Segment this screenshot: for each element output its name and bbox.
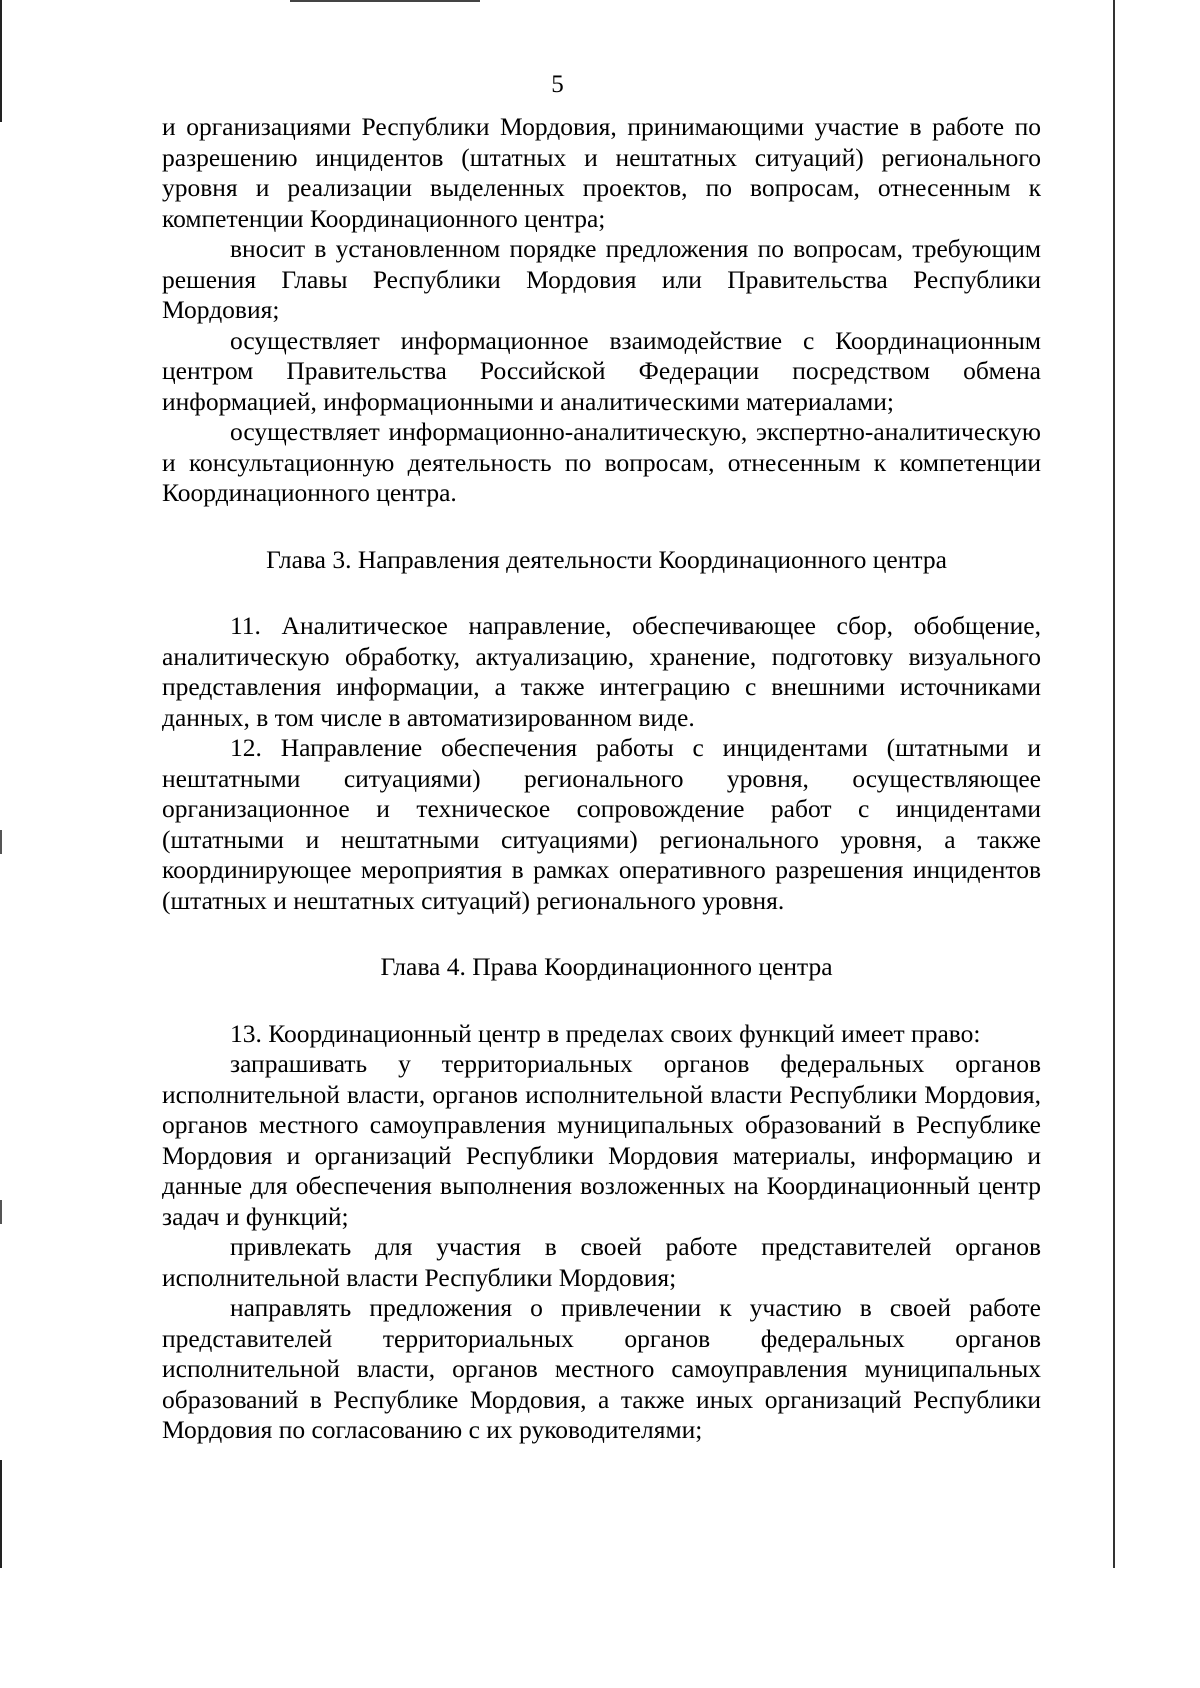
paragraph: 11. Аналитическое направление, обеспечивающее сбор, обобщение, аналитическую обработку, актуализацию, хранение, подготовку визуального представления информации, а также интеграцию с внешними источниками данных, в том числе в автоматизированном виде. [162,611,1041,732]
document-body [162,112,1041,1446]
paragraph: 12. Направление обеспечения работы с инцидентами (штатными и нештатными ситуациями) регионального уровня, осуществляющее организационное и техническое сопровождение работ с инцидентами (штатными и нештатными ситуациями) регионального уровня, а также координирующее мероприятия в рамках оперативного разрешения инцидентов (штатных и нештатных ситуаций) регионального уровня. [162,733,1041,915]
paragraph: и организациями Республики Мордовия, принимающими участие в работе по разрешению инцидентов (штатных и нештатных ситуаций) регионального уровня и реализации выделенных проектов, по вопросам, отнесенным к компетенции Координационного центра; [162,112,1041,233]
spacer [162,983,1041,1019]
paragraph: осуществляет информационное взаимодействие с Координационным центром Правительства Российской Федерации посредством обмена информацией, информационными и аналитическими материалами; [162,325,1041,416]
page-number: 5 [551,71,564,98]
paragraph: запрашивать у территориальных органов федеральных органов исполнительной власти, органов исполнительной власти Республики Мордовия, органов местного самоуправления муниципальных образований в Республике Мордовия и организаций Республики Мордовия материалы, информацию и данные для обеспечения выполнения возложенных на Координационный центр задач и функций; [162,1049,1041,1231]
scan-artifact-right-edge [1113,0,1115,1568]
scan-artifact-tick [0,1200,2,1224]
paragraph: привлекать для участия в своей работе представителей органов исполнительной власти Республики Мордовия; [162,1232,1041,1292]
paragraph: направлять предложения о привлечении к участию в своей работе представителей территориальных органов федеральных органов исполнительной власти, органов местного самоуправления муниципальных образований в Республике Мордовия, а также иных организаций Республики Мордовия по согласованию с их руководителями; [162,1293,1041,1444]
paragraph: осуществляет информационно-аналитическую, экспертно-аналитическую и консультационную деятельность по вопросам, отнесенным к компетенции Координационного центра. [162,417,1041,507]
chapter-heading: Глава 3. Направления деятельности Координационного центра [266,544,947,574]
scan-artifact-left-edge-bottom [0,1460,2,1568]
spacer [162,916,1041,952]
scan-artifact-left-edge [0,0,2,122]
scan-artifact-top-line [290,0,480,2]
chapter-heading: Глава 4. Права Координационного центра [380,952,833,981]
spacer [162,509,1041,545]
paragraph: вносит в установленном порядке предложения по вопросам, требующим решения Главы Республики Мордовия или Правительства Республики Мордовия; [162,234,1041,324]
paragraph: 13. Координационный центр в пределах своих функций имеет право: [230,1018,981,1048]
spacer [162,575,1041,611]
scan-artifact-tick [0,830,2,854]
